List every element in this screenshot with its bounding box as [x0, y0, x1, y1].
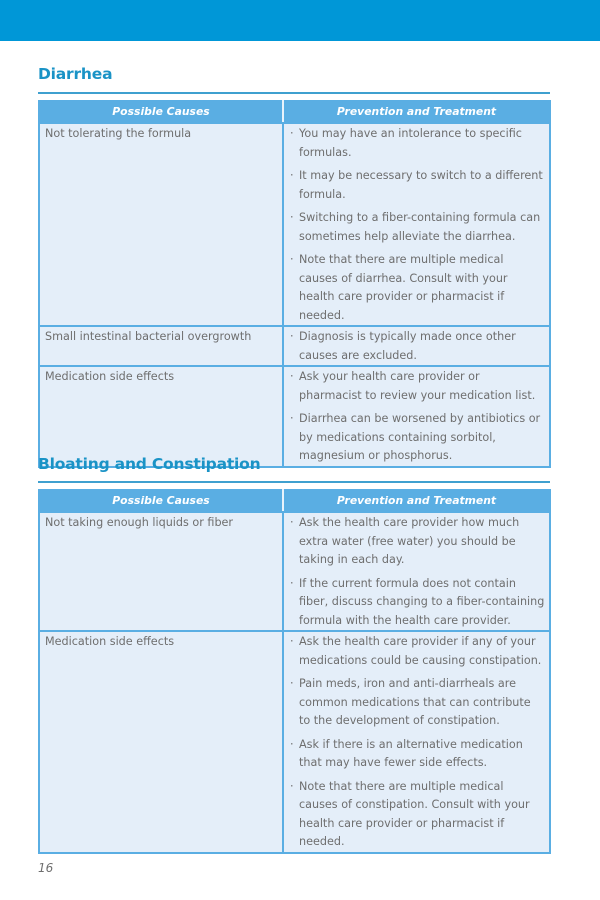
column-header-treatment: Prevention and Treatment: [283, 490, 550, 512]
bullet-icon: ·: [290, 211, 294, 224]
treatment-item: [289, 368, 545, 405]
treatment-text: Ask if there is an alternative medication that may have fewer side effects.: [299, 737, 523, 769]
bullet-icon: ·: [290, 635, 294, 648]
treatment-cell: [283, 512, 550, 631]
cause-cell: Medication side effects: [39, 366, 283, 467]
page-number: 16: [38, 861, 54, 875]
bullet-icon: ·: [290, 737, 294, 751]
bullet-icon: ·: [290, 127, 294, 140]
treatment-item: [289, 514, 545, 570]
cause-cell: Medication side effects: [39, 631, 283, 853]
table-row: [39, 512, 550, 631]
treatment-text: Diarrhea can be worsened by antibiotics or by medications containing sorbitol, magnesium or phosphorus.: [299, 412, 541, 462]
treatment-text: Pain meds, iron and anti-diarrheals are common medications that can contribute to the development of constipation.: [299, 677, 531, 727]
column-header-causes: Possible Causes: [39, 490, 283, 512]
treatment-item: [289, 778, 545, 852]
bullet-icon: ·: [290, 370, 294, 383]
treatment-cell: [283, 631, 550, 853]
treatment-cell: [283, 366, 550, 467]
section-title-diarrhea: Diarrhea: [38, 65, 113, 83]
header-band: [0, 0, 600, 41]
table-row: [39, 366, 550, 467]
bullet-icon: ·: [290, 169, 294, 182]
treatment-item: [289, 328, 545, 365]
treatment-item: [289, 736, 545, 773]
treatment-text: Ask the health care provider if any of your medications could be causing constipation.: [299, 635, 542, 667]
cause-cell: Not tolerating the formula: [39, 123, 283, 326]
treatment-cell: [283, 123, 550, 326]
treatment-text: Note that there are multiple medical causes of constipation. Consult with your health care provider or pharmacist if needed.: [299, 779, 530, 848]
treatment-item: [289, 633, 545, 670]
cause-cell: Small intestinal bacterial overgrowth: [39, 326, 283, 366]
treatment-item: [289, 410, 545, 466]
treatment-item: [289, 575, 545, 631]
table-row: [39, 326, 550, 366]
bullet-icon: ·: [290, 576, 294, 590]
treatment-item: [289, 167, 545, 204]
treatment-text: Note that there are multiple medical causes of diarrhea. Consult with your health care provider or pharmacist if needed.: [299, 253, 508, 322]
treatment-cell: [283, 326, 550, 366]
table-header-row: [39, 101, 550, 123]
bullet-icon: ·: [290, 779, 294, 793]
treatment-text: Ask the health care provider how much extra water (free water) you should be taking in each day.: [299, 516, 520, 566]
bullet-icon: ·: [290, 516, 294, 529]
bloating-constipation-table: [38, 489, 551, 854]
column-header-treatment: Prevention and Treatment: [283, 101, 550, 123]
treatment-text: If the current formula does not contain fiber, discuss changing to a fiber-containing formula with the health care provider.: [299, 576, 545, 627]
treatment-text: It may be necessary to switch to a different formula.: [299, 169, 543, 201]
treatment-item: [289, 251, 545, 325]
bullet-icon: ·: [290, 677, 294, 690]
cause-cell: Not taking enough liquids or fiber: [39, 512, 283, 631]
table-row: [39, 631, 550, 853]
treatment-item: [289, 675, 545, 731]
bullet-icon: ·: [290, 253, 294, 266]
diarrhea-table: [38, 100, 551, 468]
treatment-text: Switching to a fiber-containing formula can sometimes help alleviate the diarrhea.: [299, 211, 541, 243]
treatment-text: You may have an intolerance to specific formulas.: [299, 127, 522, 159]
treatment-text: Ask your health care provider or pharmacist to review your medication list.: [299, 370, 536, 402]
section-rule: [38, 92, 550, 94]
table-header-row: [39, 490, 550, 512]
bullet-icon: ·: [290, 330, 294, 343]
bullet-icon: ·: [290, 412, 294, 425]
treatment-item: [289, 209, 545, 246]
column-header-causes: Possible Causes: [39, 101, 283, 123]
section-title-bloating-constipation: Bloating and Constipation: [38, 455, 261, 473]
table-row: [39, 123, 550, 326]
treatment-text: Diagnosis is typically made once other causes are excluded.: [299, 330, 516, 362]
treatment-item: [289, 125, 545, 162]
section-rule: [38, 481, 550, 483]
